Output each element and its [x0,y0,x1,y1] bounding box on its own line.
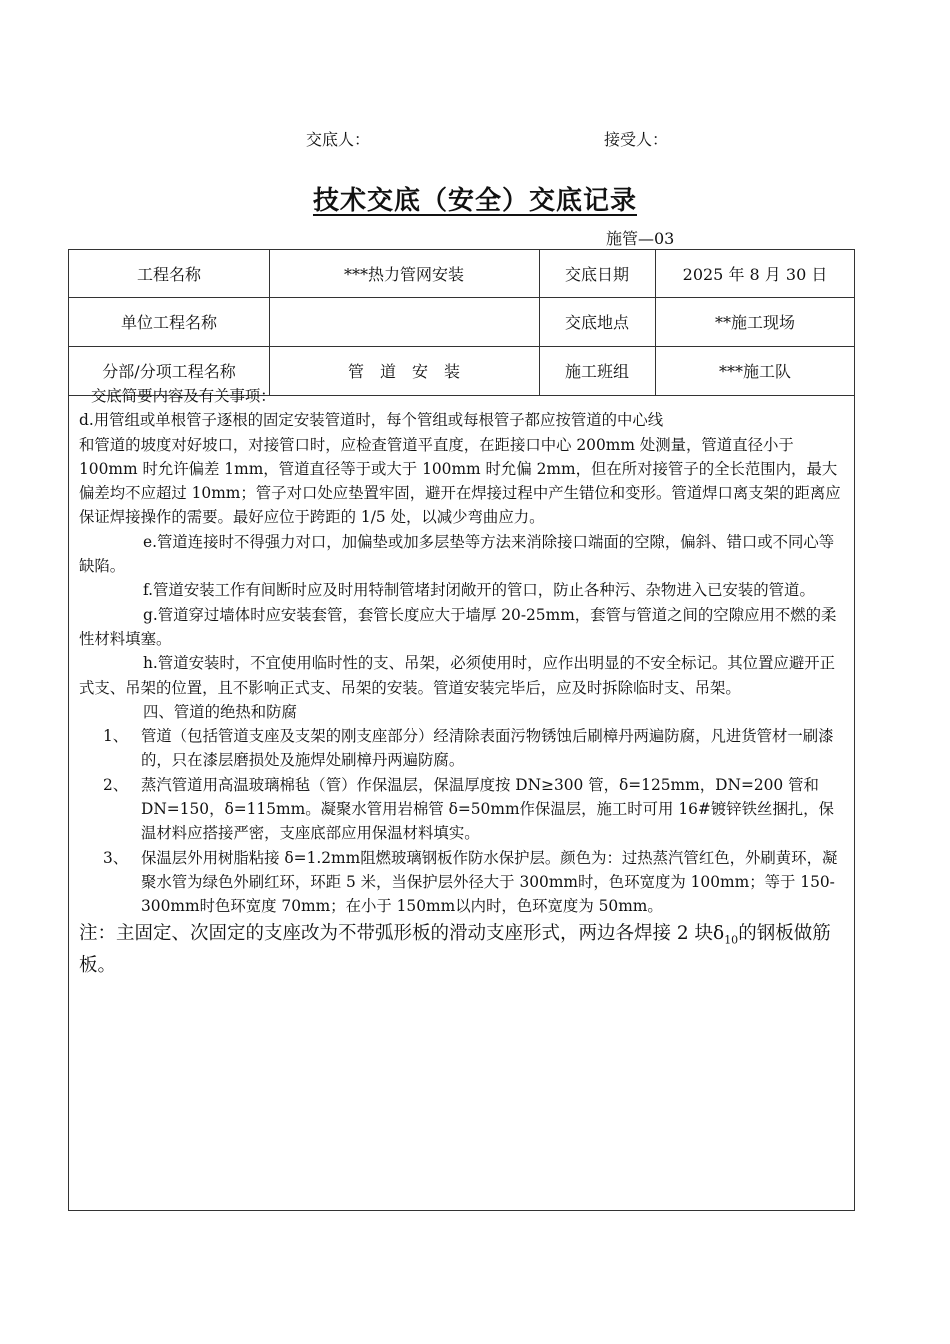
numbered-item [79,846,849,919]
receiver-person-label: 接受人： [604,130,669,149]
item-f-text: f.管道安装工作有间断时应及时用特制管堵封闭敞开的管口，防止各种污、杂物进入已安装的管道。 [143,581,815,600]
numbered-item [79,724,849,773]
item-text: 管道（包括管道支座及支架的刚支座部分）经清除表面污物锈蚀后刷樟丹两遍防腐，凡进货管材一刷漆的，只在漆层磨损处及施焊处刷樟丹两遍防腐。 [141,727,834,770]
content-heading: 交底简要内容及有关事项： [91,387,276,405]
handover-person-label: 交底人： [306,130,371,149]
note-tail-text: 的钢板做筋板。 [79,922,831,977]
section-four-heading: 四、管道的绝热和防腐 [143,702,297,721]
item-number: 3、 [103,848,129,867]
unit-project-label: 单位工程名称 [120,313,217,332]
handover-location-label: 交底地点 [564,313,629,332]
document-number: 施管—03 [606,229,675,248]
item-e-text: e.管道连接时不得强力对口，加偏垫或加多层垫等方法来消除接口端面的空隙，偏斜、错口或不同心等缺陷。 [79,532,835,576]
item-g-text: g.管道穿过墙体时应安装套管，套管长度应大于墙厚 20-25mm，套管与管道之间的空隙应用不燃的柔性材料填塞。 [79,605,837,648]
note-paragraph [79,921,849,980]
note-delta-symbol: δ [713,922,725,944]
unit-project-value [269,297,539,346]
handover-date-value: 2025 年 8 月 30 日 [682,265,828,284]
work-team-value: ***施工队 [718,362,791,381]
handover-content [79,384,849,979]
handover-location-value: **施工现场 [714,313,795,332]
project-name-value: ***热力管网安装 [343,265,464,284]
project-name-label: 工程名称 [136,265,201,284]
numbered-item [79,773,849,846]
record-table [68,249,855,1211]
item-d-first-line: d.用管组或单根管子逐根的固定安装管道时，每个管组或每根管子都应按管道的中心线 [79,411,664,430]
item-number: 1、 [103,727,129,746]
sub-project-label: 分部/分项工程名称 [102,362,236,381]
note-main-text: 注：主固定、次固定的支座改为不带弧形板的滑动支座形式，两边各焊接 2 块 [79,922,714,944]
item-h-text: h.管道安装时，不宜使用临时性的支、吊架，必须使用时，应作出明显的不安全标记。其位置应避开正式支、吊架的位置，且不影响正式支、吊架的安装。管道安装完毕后，应及时拆除临时支、吊架。 [79,654,835,697]
page-title: 技术交底（安全）交底记录 [312,186,637,216]
item-text: 蒸汽管道用高温玻璃棉毡（管）作保温层，保温厚度按 DN≥300 管，δ=125mm，DN=200 管和 DN=150，δ=115mm。凝聚水管用岩棉管 δ=50mm作保温层，施工时可用 16#镀锌铁丝捆扎，保温材料应搭接严密，支座底部应用保温材料填实。 [141,775,834,843]
work-team-label: 施工班组 [564,362,629,381]
item-text: 保温层外用树脂粘接 δ=1.2mm阻燃玻璃钢板作防水保护层。颜色为：过热蒸汽管红色，外刷黄环，凝聚水管为绿色外刷红环，环距 5 米，当保护层外径大于 300mm时，色环宽度为 100mm；等于 150-300mm时色环宽度 70mm；在小于 150mm以内时，色环宽度为 50mm。 [141,848,838,916]
handover-date-label: 交底日期 [564,265,629,284]
sub-project-value: 管 道 安 装 [347,362,460,381]
note-delta-subscript: 10 [724,933,739,947]
item-d-text: 和管道的坡度对好坡口，对接管口时，应检查管道平直度，在距接口中心 200mm 处测量，管道直径小于 100mm 时允许偏差 1mm，管道直径等于或大于 100mm 时允偏 2mm，但在所对接管子的全长范围内，最大偏差均不应超过 10mm；管子对口处应垫置牢固，避开在焊接过程中产生错位和变形。管道焊口离支架的距离应保证焊接操作的需要。最好应位于跨距的 1/5 处，以减少弯曲应力。 [79,435,841,527]
item-number: 2、 [103,775,129,794]
